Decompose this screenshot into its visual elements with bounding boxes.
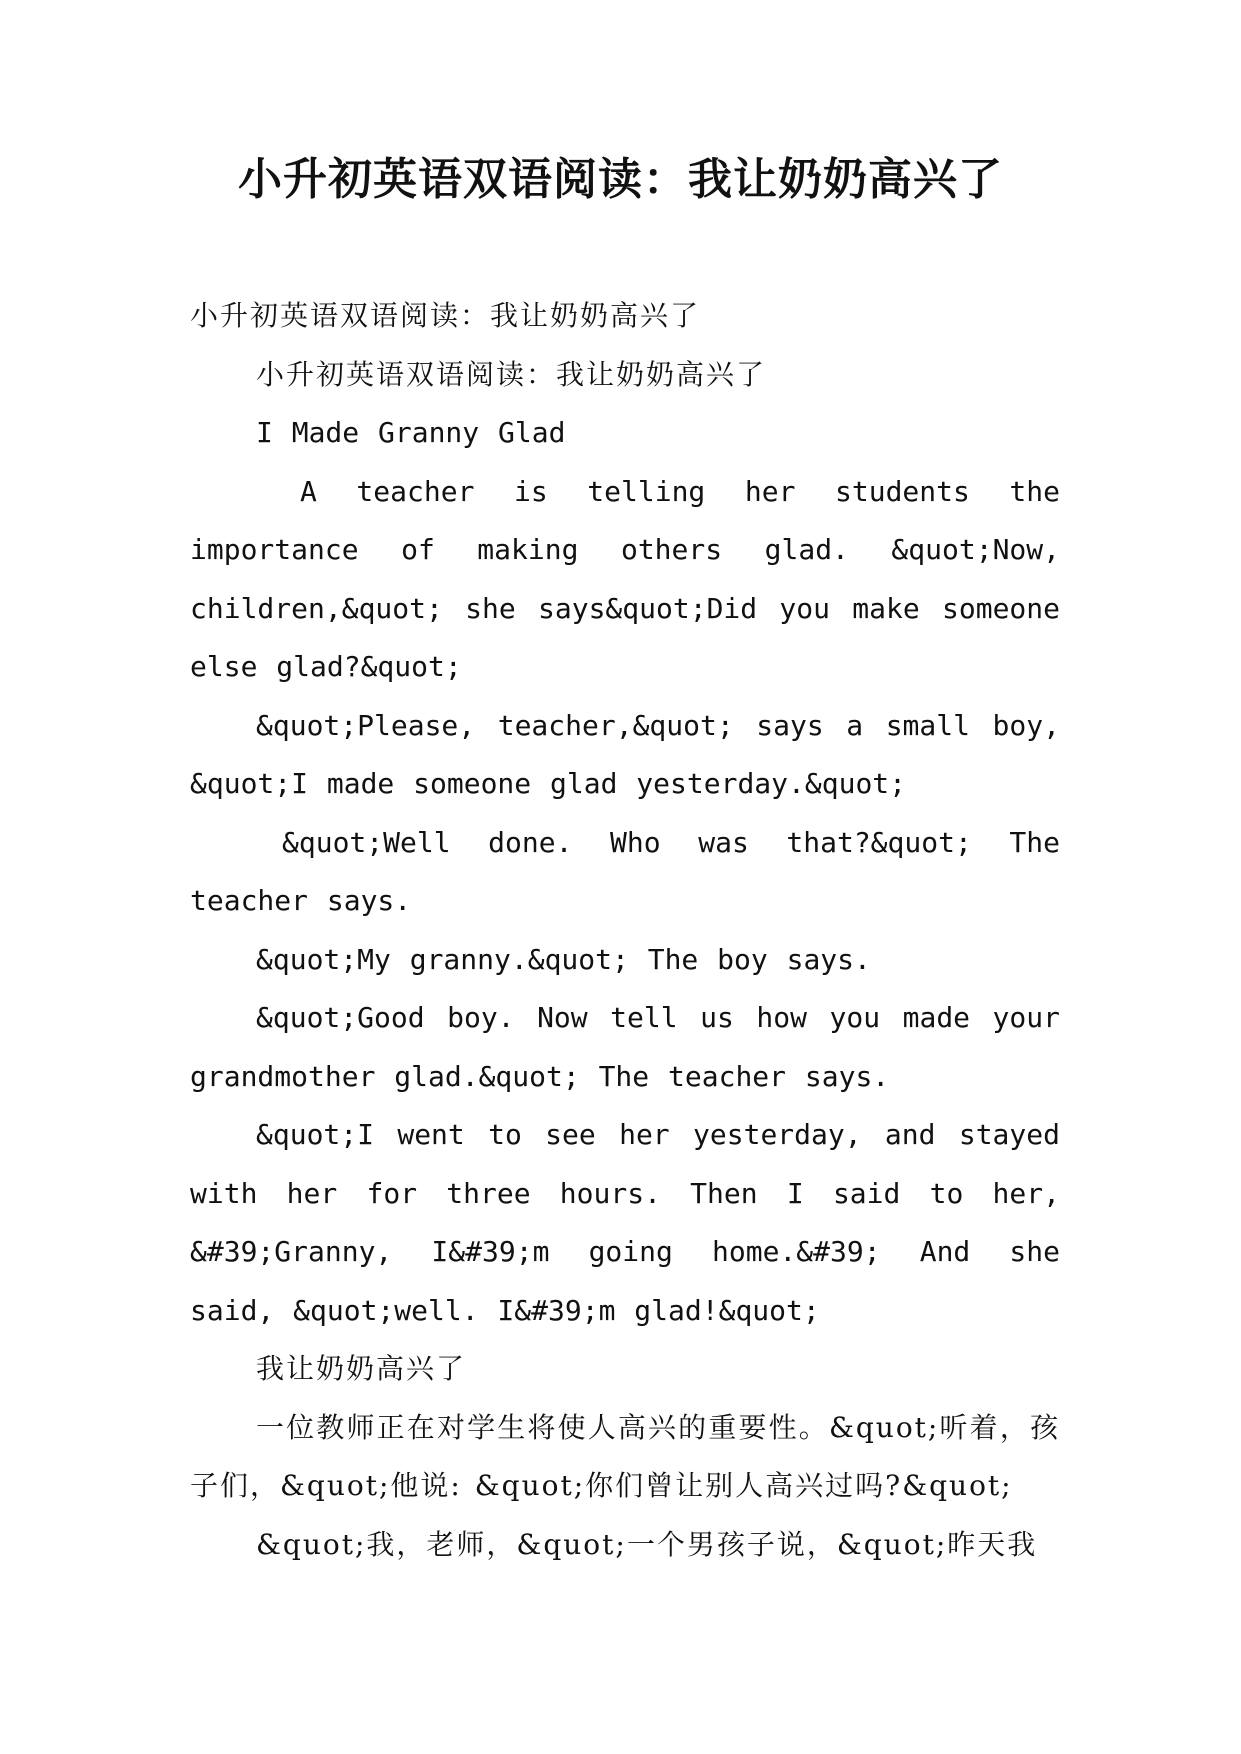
paragraph-heading-repeat: 小升初英语双语阅读：我让奶奶高兴了	[190, 299, 701, 332]
paragraph-teacher-question: &quot;Well done. Who was that?&quot; The teacher says.	[190, 825, 1060, 917]
paragraph-teacher-followup: &quot;Good boy. Now tell us how you made your grandmother glad.&quot; The teacher says.	[190, 1001, 1060, 1093]
paragraph-chinese-opening: 一位教师正在对学生将使人高兴的重要性。&quot;听着，孩子们，&quot;他说: &quot;你们曾让别人高兴过吗?&quot;	[190, 1410, 1060, 1502]
paragraph-subheading: 小升初英语双语阅读：我让奶奶高兴了	[256, 357, 767, 391]
paragraph-boy-story: &quot;I went to see her yesterday, and stayed with her for three hours. Then I said to her, &#39;Granny, I&#39;m going home.&#39; And she said, &quot;well. I&#39;m glad!&quot;	[190, 1118, 1060, 1327]
paragraph-english-title: I Made Granny Glad	[256, 416, 566, 449]
paragraph-boy-answer: &quot;My granny.&quot; The boy says.	[256, 942, 871, 976]
document-body	[190, 287, 1060, 1574]
paragraph-story-opening: A teacher is telling her students the importance of making others glad. &quot;Now, children,&quot; she says&quot;Did you make someone else glad?&quot;	[190, 474, 1060, 683]
document-title: 小升初英语双语阅读：我让奶奶高兴了	[238, 154, 1003, 205]
paragraph-boy-reply: &quot;Please, teacher,&quot; says a small boy, &quot;I made someone glad yesterday.&quot;	[190, 708, 1060, 800]
paragraph-chinese-reply: &quot;我，老师，&quot;一个男孩子说，&quot;昨天我	[256, 1527, 1038, 1561]
paragraph-chinese-title: 我让奶奶高兴了	[256, 1352, 467, 1385]
